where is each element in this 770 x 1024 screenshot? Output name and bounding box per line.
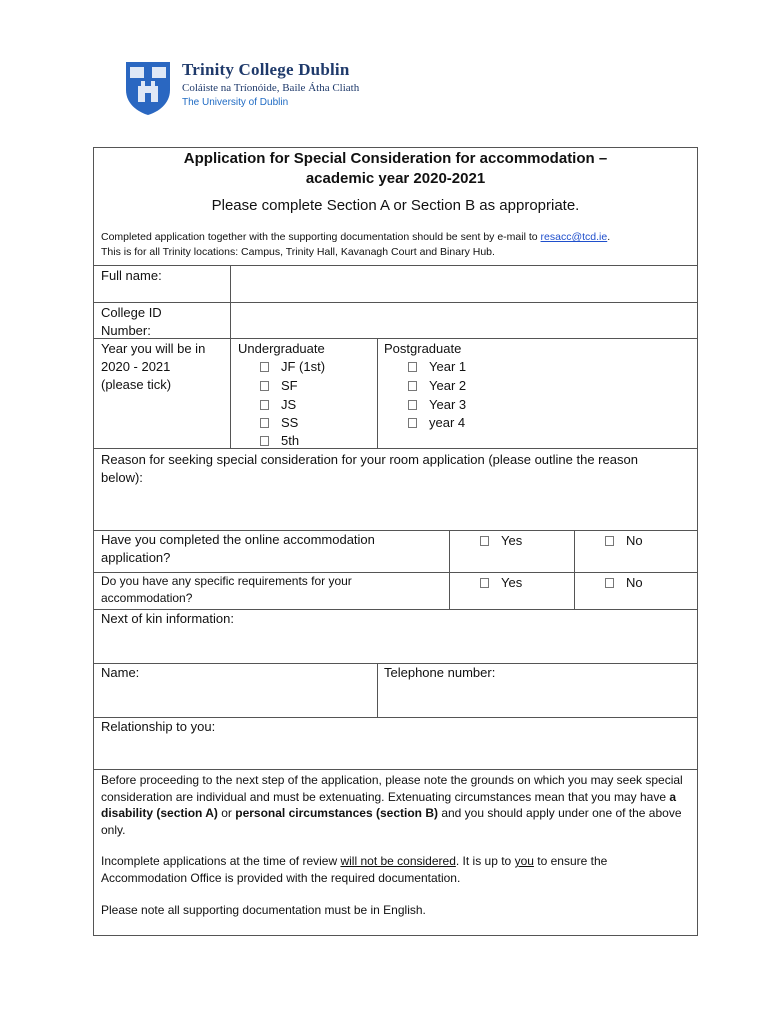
divider bbox=[377, 338, 378, 448]
option-label: Year 1 bbox=[429, 359, 467, 374]
year-label-line: 2020 - 2021 bbox=[101, 359, 171, 374]
online-application-question bbox=[101, 531, 375, 567]
tcd-crest-logo bbox=[124, 60, 172, 116]
institution-irish-name: Coláiste na Tríonóide, Baile Átha Cliath bbox=[182, 82, 360, 94]
checkbox[interactable] bbox=[408, 362, 417, 372]
undergrad-option[interactable] bbox=[260, 358, 325, 376]
relationship-label: Relationship to you: bbox=[101, 719, 216, 734]
divider bbox=[230, 265, 231, 448]
postgraduate-label: Postgraduate bbox=[384, 341, 462, 356]
note-text: and you should apply under one of the above only. bbox=[101, 806, 682, 837]
institution-name: Trinity College Dublin bbox=[182, 60, 350, 79]
checkbox[interactable] bbox=[408, 400, 417, 410]
undergrad-option[interactable] bbox=[260, 432, 299, 450]
requirements-yes-option[interactable] bbox=[480, 574, 522, 592]
incomplete-note bbox=[101, 853, 691, 886]
intro-punct: . bbox=[607, 231, 611, 243]
option-label: 5th bbox=[281, 433, 300, 448]
postgrad-option[interactable] bbox=[408, 377, 466, 395]
year-label-line: Year you will be in bbox=[101, 341, 206, 356]
option-label: Year 3 bbox=[429, 397, 467, 412]
kin-telephone-field[interactable] bbox=[380, 682, 695, 715]
undergraduate-label: Undergraduate bbox=[238, 341, 325, 356]
option-label: year 4 bbox=[429, 415, 466, 430]
postgrad-option[interactable] bbox=[408, 358, 466, 376]
divider bbox=[94, 769, 697, 770]
form-subtitle: Please complete Section A or Section B as appropriate. bbox=[211, 197, 580, 214]
option-label: No bbox=[626, 575, 643, 590]
form-title-line-1: Application for Special Consideration for accommodation – bbox=[183, 150, 608, 167]
postgrad-option[interactable] bbox=[408, 396, 466, 414]
option-label: Yes bbox=[501, 533, 523, 548]
college-id-label-line: Number: bbox=[101, 323, 151, 338]
undergrad-option[interactable] bbox=[260, 414, 298, 432]
reason-label bbox=[101, 451, 638, 487]
note-text: Incomplete applications at the time of review bbox=[101, 854, 341, 868]
option-label: SF bbox=[281, 378, 298, 393]
reason-field[interactable] bbox=[95, 488, 695, 528]
divider bbox=[94, 338, 697, 339]
relationship-field[interactable] bbox=[95, 736, 695, 767]
intro-locations: This is for all Trinity locations: Campus, Trinity Hall, Kavanagh Court and Binary Hub. bbox=[101, 246, 495, 258]
option-label: Year 2 bbox=[429, 378, 467, 393]
next-of-kin-label: Next of kin information: bbox=[101, 611, 234, 626]
grounds-note bbox=[101, 772, 691, 838]
question-line: application? bbox=[101, 550, 171, 565]
kin-name-label: Name: bbox=[101, 665, 140, 680]
email-link[interactable]: resacc@tcd.ie bbox=[540, 231, 608, 243]
application-form bbox=[93, 147, 698, 936]
year-label-line: (please tick) bbox=[101, 377, 172, 392]
divider bbox=[94, 448, 697, 449]
option-label: Yes bbox=[501, 575, 523, 590]
note-text: or bbox=[217, 806, 236, 820]
note-emphasis: personal circumstances (section B) bbox=[235, 806, 438, 820]
divider bbox=[449, 530, 450, 609]
requirements-question bbox=[101, 573, 352, 607]
requirements-no-option[interactable] bbox=[605, 574, 643, 592]
undergrad-option[interactable] bbox=[260, 396, 296, 414]
note-emphasis: you bbox=[514, 854, 534, 868]
online-yes-option[interactable] bbox=[480, 532, 522, 550]
divider bbox=[574, 530, 575, 609]
college-id-field[interactable] bbox=[232, 303, 696, 337]
checkbox[interactable] bbox=[480, 536, 489, 546]
note-emphasis: will not be considered bbox=[340, 854, 456, 868]
question-line: Have you completed the online accommodation bbox=[101, 532, 375, 547]
option-label: JS bbox=[281, 397, 297, 412]
english-note: Please note all supporting documentation must be in English. bbox=[101, 903, 426, 917]
checkbox[interactable] bbox=[260, 436, 269, 446]
option-label: No bbox=[626, 533, 643, 548]
year-label bbox=[101, 340, 205, 394]
divider bbox=[377, 663, 378, 717]
question-line: Do you have any specific requirements for your bbox=[101, 574, 352, 588]
checkbox[interactable] bbox=[408, 381, 417, 391]
online-no-option[interactable] bbox=[605, 532, 643, 550]
college-id-label-line: College ID bbox=[101, 305, 162, 320]
checkbox[interactable] bbox=[260, 362, 269, 372]
kin-telephone-label: Telephone number: bbox=[384, 665, 496, 680]
university-name: The University of Dublin bbox=[182, 97, 289, 108]
reason-label-line: Reason for seeking special consideration for your room application (please outline the reason bbox=[101, 452, 638, 467]
question-line: accommodation? bbox=[101, 591, 193, 605]
full-name-label: Full name: bbox=[101, 268, 162, 283]
note-text: . It is up to bbox=[455, 854, 515, 868]
postgrad-option[interactable] bbox=[408, 414, 465, 432]
note-text: to ensure the Accommodation Office is provided with the required documentation. bbox=[101, 854, 608, 885]
note-text: Before proceeding to the next step of the application, please note the grounds on which you may seek special consideration are individual and must be extenuating. Extenuating circumstances mean that you may have bbox=[101, 773, 683, 804]
checkbox[interactable] bbox=[605, 536, 614, 546]
note-emphasis: a disability (section A) bbox=[101, 789, 677, 820]
option-label: JF (1st) bbox=[281, 359, 326, 374]
institution-branding bbox=[182, 60, 359, 108]
form-intro bbox=[101, 230, 610, 260]
intro-text: Completed application together with the supporting documentation should be sent by e-mail to bbox=[101, 231, 541, 243]
checkbox[interactable] bbox=[260, 400, 269, 410]
college-id-label bbox=[101, 304, 162, 340]
checkbox[interactable] bbox=[605, 578, 614, 588]
checkbox[interactable] bbox=[260, 381, 269, 391]
reason-label-line: below): bbox=[101, 470, 143, 485]
checkbox[interactable] bbox=[260, 418, 269, 428]
form-title-line-2: academic year 2020-2021 bbox=[305, 170, 486, 187]
checkbox[interactable] bbox=[480, 578, 489, 588]
kin-name-field[interactable] bbox=[95, 682, 375, 715]
option-label: SS bbox=[281, 415, 299, 430]
checkbox[interactable] bbox=[408, 418, 417, 428]
undergrad-option[interactable] bbox=[260, 377, 298, 395]
full-name-field[interactable] bbox=[232, 266, 696, 301]
